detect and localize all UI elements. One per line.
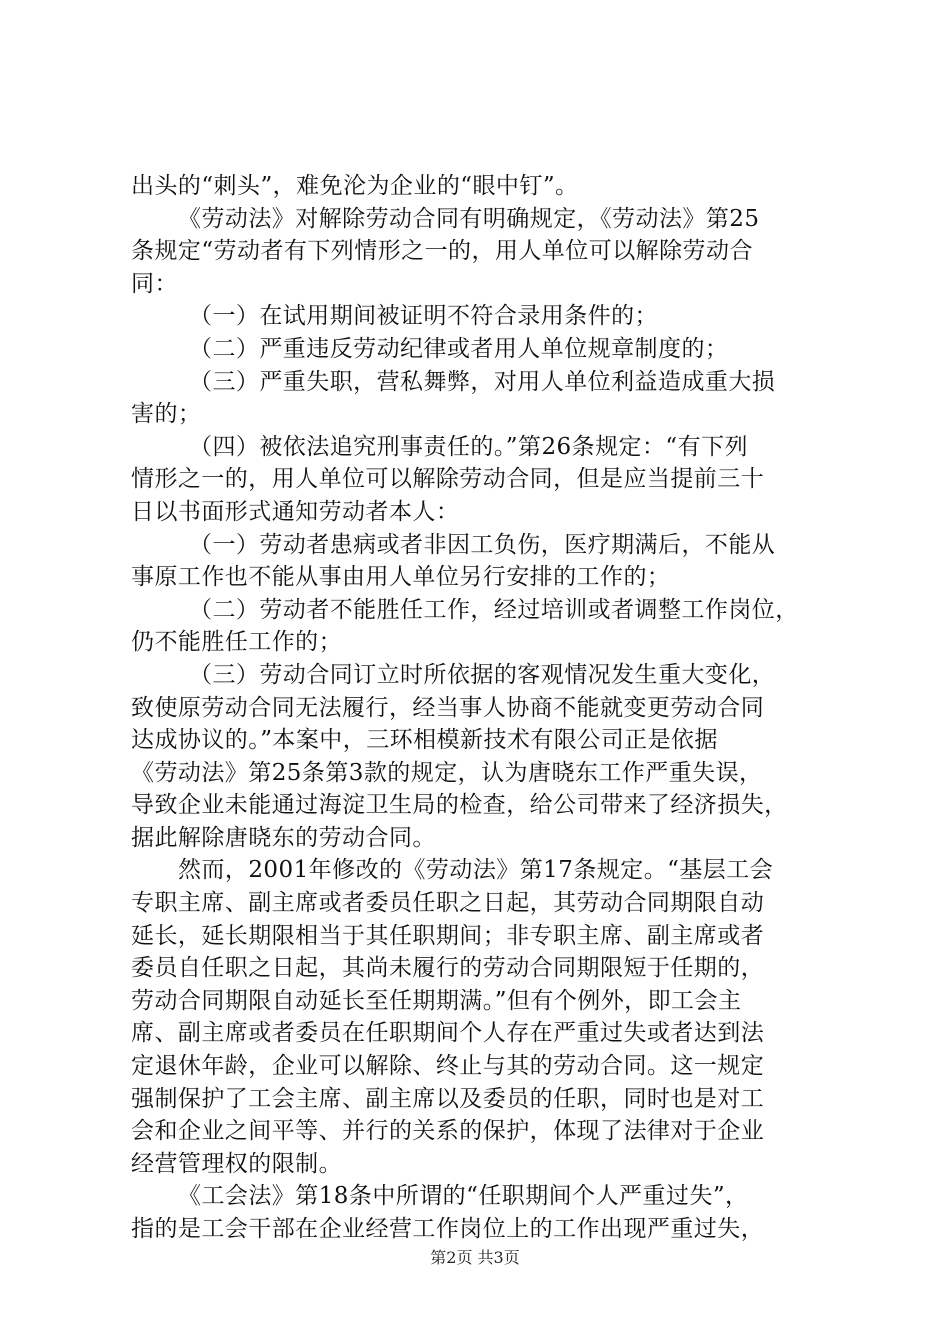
document-body: [131, 170, 831, 1246]
page-footer: 第2页 共3页: [430, 1248, 520, 1267]
text-line: 专职主席、副主席或者委员任职之日起，其劳动合同期限自动: [131, 890, 765, 917]
text-line: （一）劳动者患病或者非因工负伤，医疗期满后，不能从: [189, 531, 776, 558]
text-line: 情形之一的，用人单位可以解除劳动合同，但是应当提前三十: [131, 466, 765, 493]
text-line: 席、副主席或者委员在任职期间个人存在严重过失或者达到法: [131, 1020, 765, 1047]
text-line: 出头的“刺头”，难免沦为企业的“眼中钉”。: [131, 173, 579, 199]
text-line: 据此解除唐晓东的劳动合同。: [131, 824, 436, 851]
text-line: 劳动合同期限自动延长至任期期满。”但有个例外，即工会主: [131, 987, 742, 1014]
text-line: 致使原劳动合同无法履行，经当事人协商不能就变更劳动合同: [131, 694, 765, 721]
text-line: （三）严重失职，营私舞弊，对用人单位利益造成重大损: [189, 368, 776, 395]
text-line: 《劳动法》对解除劳动合同有明确规定，《劳动法》第25: [178, 205, 760, 232]
text-line: 达成协议的。”本案中，三环相模新技术有限公司正是依据: [131, 727, 718, 754]
text-line: 延长，延长期限相当于其任职期间；非专职主席、副主席或者: [131, 922, 765, 949]
text-line: 导致企业未能通过海淀卫生局的检查，给公司带来了经济损失，: [131, 792, 788, 819]
text-line: 然而，2001年修改的《劳动法》第17条规定。“基层工会: [178, 857, 774, 884]
text-line: 事原工作也不能从事由用人单位另行安排的工作的；: [131, 564, 671, 591]
text-line: 条规定“劳动者有下列情形之一的，用人单位可以解除劳动合: [131, 238, 753, 265]
text-line: 同：: [131, 270, 178, 297]
text-line: （二）严重违反劳动纪律或者用人单位规章制度的；: [189, 335, 729, 362]
text-line: 指的是工会干部在企业经营工作岗位上的工作出现严重过失，: [131, 1216, 765, 1242]
text-line: （一）在试用期间被证明不符合录用条件的；: [189, 303, 658, 330]
text-line: （三）劳动合同订立时所依据的客观情况发生重大变化，: [189, 661, 776, 688]
text-line: 《工会法》第18条中所谓的“任职期间个人严重过失”，: [178, 1183, 749, 1210]
text-line: 《劳动法》第25条第3款的规定，认为唐晓东工作严重失误，: [131, 759, 763, 786]
text-line: 害的；: [131, 401, 202, 428]
text-line: 会和企业之间平等、并行的关系的保护，体现了法律对于企业: [131, 1118, 765, 1145]
text-line: （二）劳动者不能胜任工作，经过培训或者调整工作岗位，: [189, 596, 799, 623]
text-line: （四）被依法追究刑事责任的。”第26条规定：“有下列: [189, 433, 748, 460]
text-line: 经营管理权的限制。: [131, 1150, 343, 1177]
text-line: 定退休年龄，企业可以解除、终止与其的劳动合同。这一规定: [131, 1053, 765, 1080]
text-line: 委员自任职之日起，其尚未履行的劳动合同期限短于任期的，: [131, 955, 765, 982]
text-line: 日以书面形式通知劳动者本人：: [131, 498, 460, 525]
text-line: 强制保护了工会主席、副主席以及委员的任职，同时也是对工: [131, 1085, 765, 1112]
text-line: 仍不能胜任工作的；: [131, 629, 343, 656]
